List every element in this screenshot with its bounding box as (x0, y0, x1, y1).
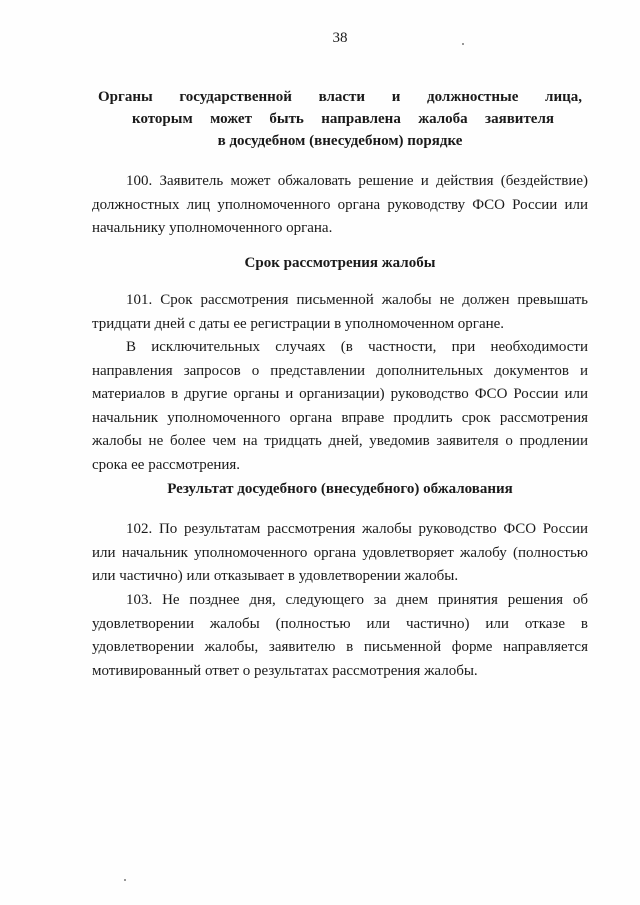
paragraph-101: 101. Срок рассмотрения письменной жалобы не должен превышать тридцати дней с даты ее регистрации в уполномоченном органе. (92, 292, 588, 332)
heading-line: Срок рассмотрения жалобы (244, 255, 436, 271)
paragraph-103: 103. Не позднее дня, следующего за днем принятия решения об удовлетворении жалобы (полностью или частично) или отказе в удовлетворении жалобы, заявителю в письменной форме направляется мотивированный ответ о результатах рассмотрения жалобы. (92, 592, 588, 679)
heading-line: Органы государственной власти и должностные лица, (98, 89, 582, 105)
heading-line: которым может быть направлена жалоба заявителя (132, 111, 554, 127)
paragraph-exceptional-cases: В исключительных случаях (в частности, при необходимости направления запросов о представлении дополнительных документов и материалов в другие органы и организации) руководство ФСО России или начальник уполномоченного органа вправе продлить срок рассмотрения жалобы не более чем на тридцать дней, уведомив заявителя о продлении срока ее рассмотрения. (92, 339, 588, 473)
heading-line: Результат досудебного (внесудебного) обжалования (167, 481, 513, 497)
page-number: 38 (332, 30, 348, 46)
section-heading-review-period (92, 252, 588, 274)
paragraph-100: 100. Заявитель может обжаловать решение и действия (бездействие) должностных лиц уполномоченного органа руководству ФСО России или начальнику уполномоченного органа. (92, 173, 588, 236)
scan-speck (124, 879, 126, 881)
section-heading-complaint-bodies (92, 86, 588, 152)
heading-line: в досудебном (внесудебном) порядке (217, 133, 463, 149)
scan-speck (462, 43, 464, 45)
paragraph-102: 102. По результатам рассмотрения жалобы руководство ФСО России или начальник уполномоченного органа удовлетворяет жалобу (полностью или частично) или отказывает в удовлетворении жалобы. (92, 521, 588, 584)
section-heading-appeal-result (92, 478, 588, 500)
